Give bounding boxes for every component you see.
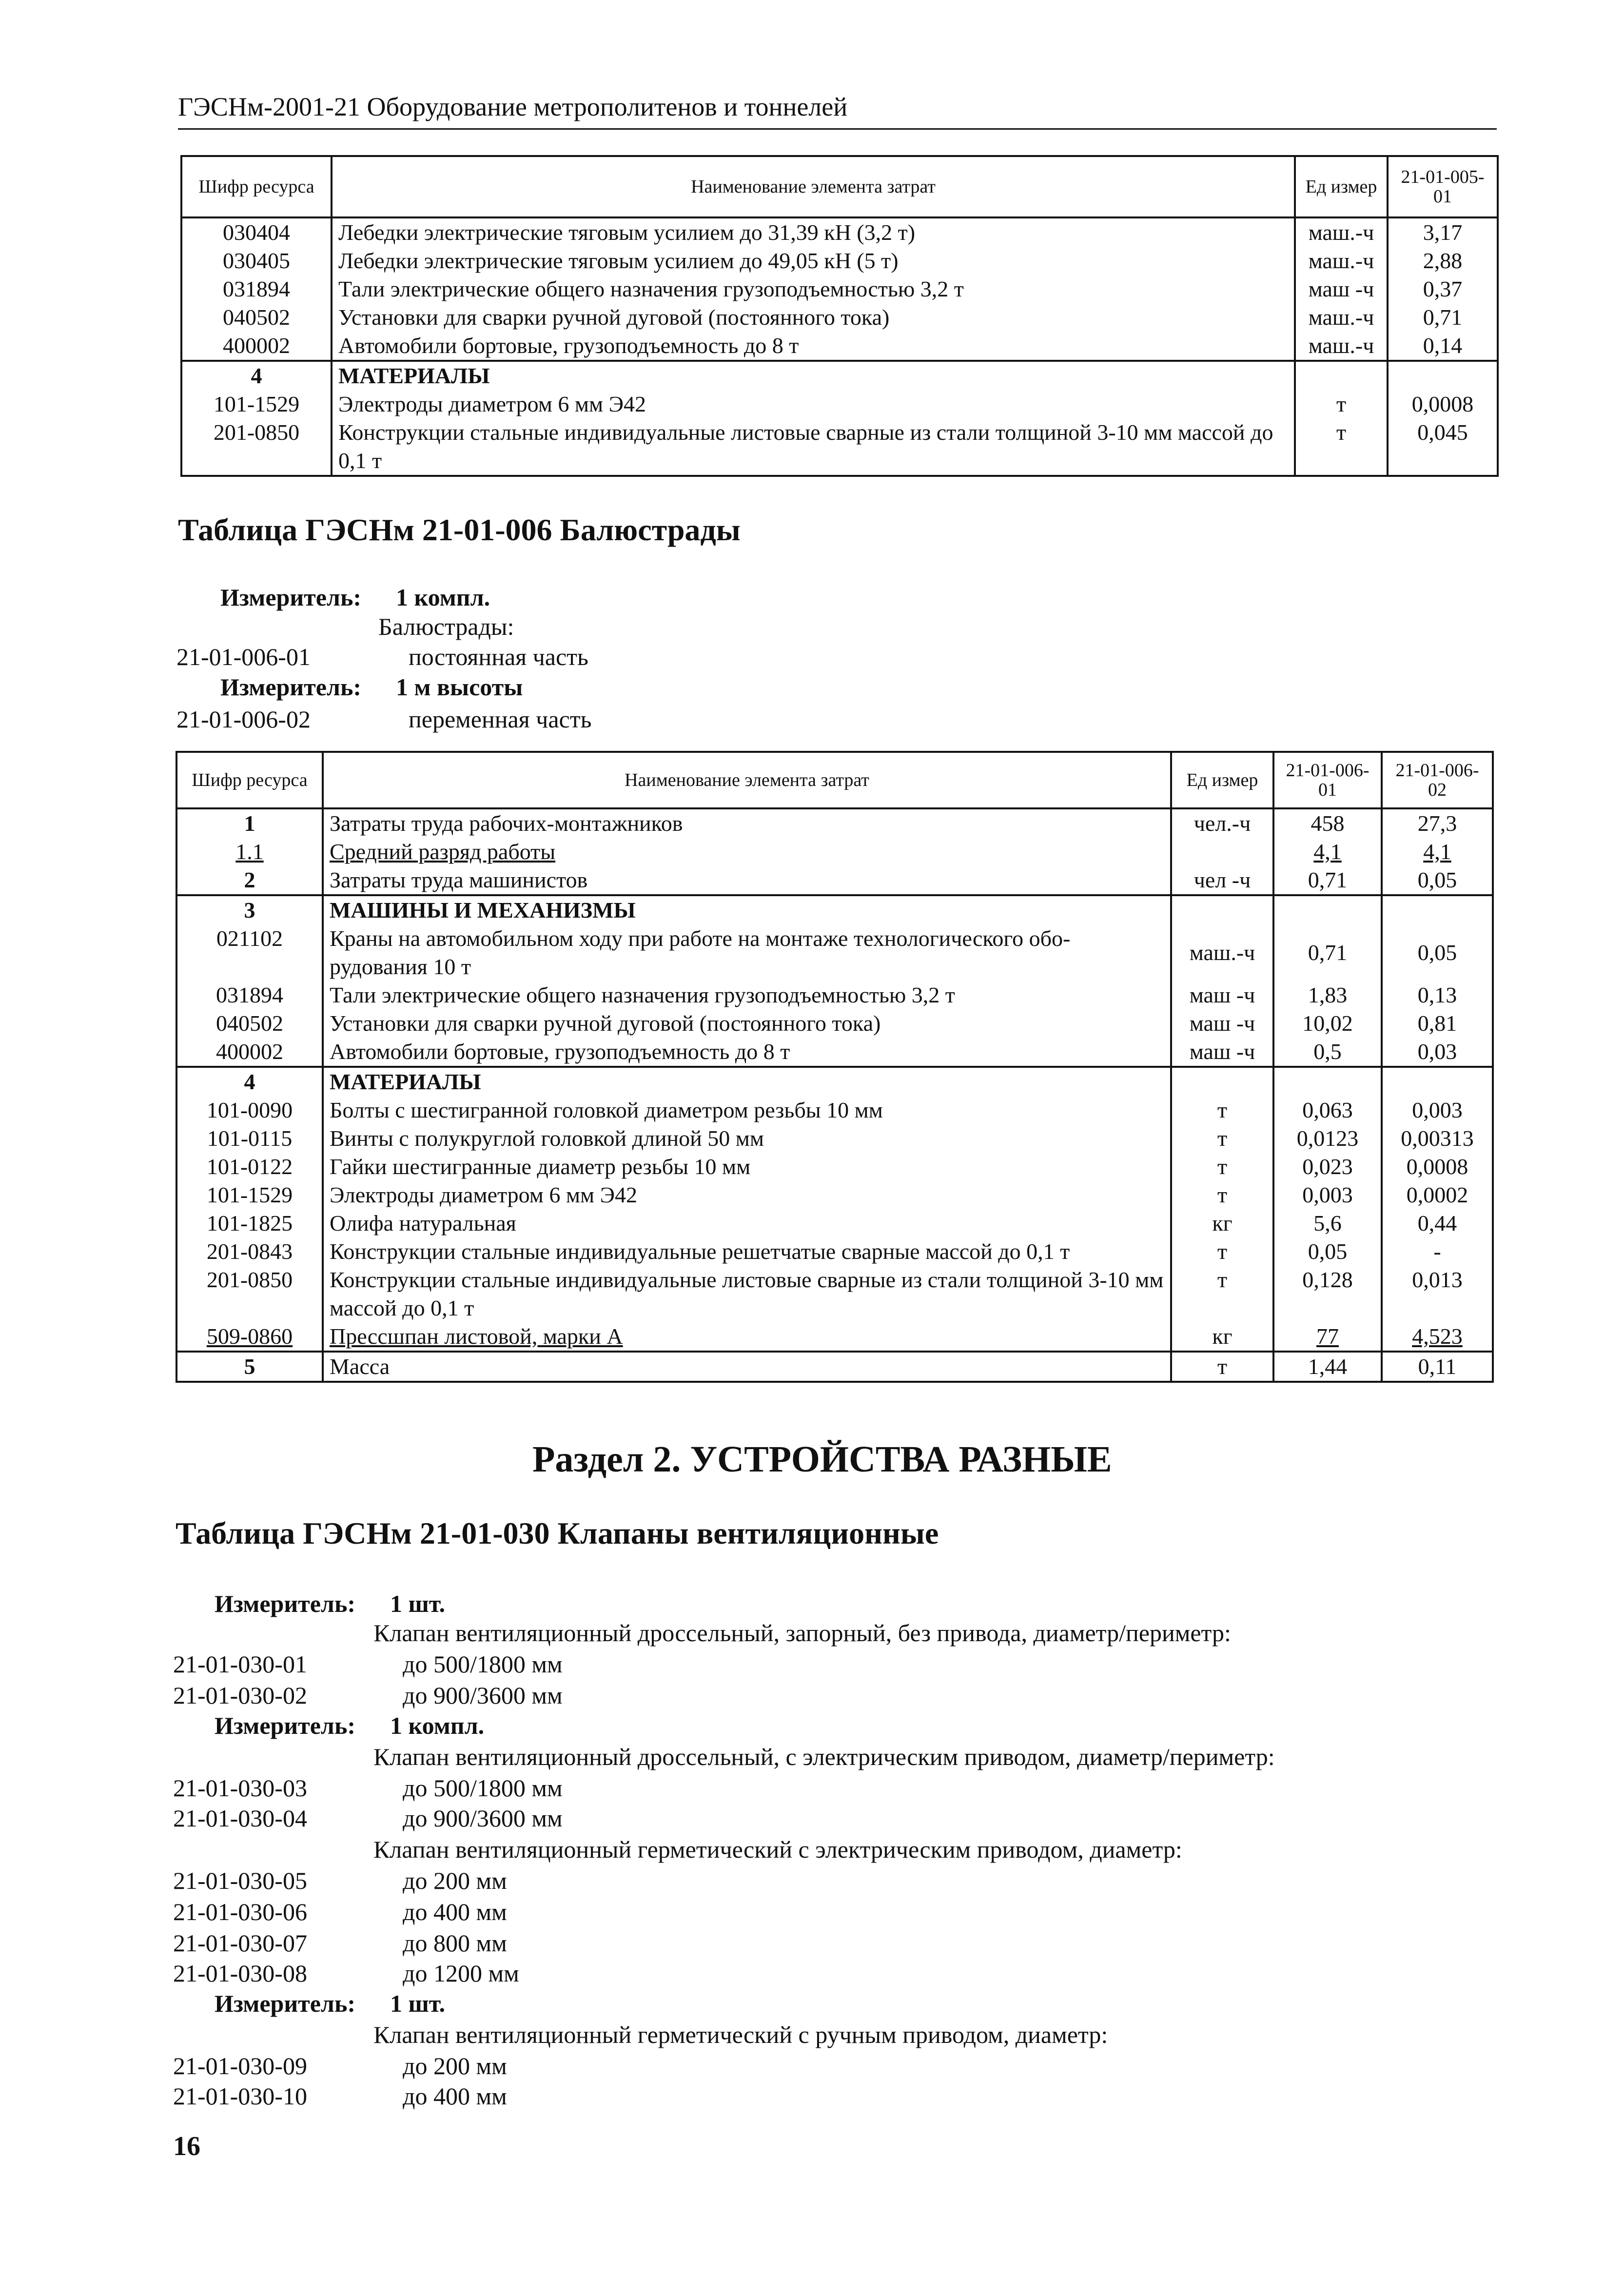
measure-value: 1 шт.	[390, 1590, 446, 1617]
cell-value-1: 0,023	[1273, 1153, 1382, 1181]
cell-code: 2	[176, 866, 323, 895]
table-row	[181, 275, 1498, 303]
cell-unit: т	[1295, 390, 1388, 418]
cell-value-2: 4,1	[1382, 838, 1493, 866]
cell-name: Конструкции стальные индивидуальные решетчатые сварные массой до 0,1 т	[323, 1237, 1171, 1266]
table-section-row	[176, 895, 1493, 924]
col-header-name: Наименование элемента затрат	[323, 752, 1171, 808]
col-header-norm-1: 21-01-006-01	[1273, 752, 1382, 808]
cell-value-2: 0,0002	[1382, 1181, 1493, 1209]
cell-value-1: 458	[1273, 808, 1382, 838]
cell-value-1	[1273, 895, 1382, 924]
item-text: до 500/1800 мм	[403, 1650, 563, 1678]
resource-table-21-01-006	[176, 751, 1494, 1383]
cell-name: Установки для сварки ручной дуговой (постоянного тока)	[332, 303, 1295, 332]
cell-value-2: 4,523	[1382, 1322, 1493, 1352]
item-code: 21-01-030-07	[173, 1929, 307, 1957]
table-row	[176, 1266, 1493, 1322]
item-code: 21-01-006-01	[176, 643, 311, 670]
cell-value: 2,88	[1388, 247, 1498, 275]
page-header-title: ГЭСНм-2001-21 Оборудование метрополитенов и тоннелей	[178, 92, 848, 121]
measure-value: 1 шт.	[390, 1990, 446, 2017]
table-row	[181, 303, 1498, 332]
item-text: до 400 мм	[403, 1898, 507, 1925]
cell-value-2	[1382, 895, 1493, 924]
cell-unit: т	[1171, 1124, 1273, 1153]
cell-unit: т	[1295, 418, 1388, 476]
cell-name: Лебедки электрические тяговым усилием до 31,39 кН (3,2 т)	[332, 217, 1295, 247]
cell-value-1: 77	[1273, 1322, 1382, 1352]
cell-value-2	[1382, 1067, 1493, 1096]
table-row	[176, 1009, 1493, 1038]
cell-value-1: 1,44	[1273, 1352, 1382, 1382]
cell-value-1: 0,71	[1273, 924, 1382, 981]
table-title-21-01-006: Таблица ГЭСНм 21-01-006 Балюстрады	[178, 512, 741, 547]
cell-code: 1	[176, 808, 323, 838]
cell-value-1: 0,063	[1273, 1096, 1382, 1124]
cell-code: 030405	[181, 247, 332, 275]
cell-value-2: 0,0008	[1382, 1153, 1493, 1181]
measure-label: Измеритель:	[215, 1590, 356, 1617]
table-row	[176, 1038, 1493, 1067]
item-text: переменная часть	[409, 706, 592, 733]
cell-code: 201-0843	[176, 1237, 323, 1266]
cell-value-1: 1,83	[1273, 981, 1382, 1009]
cell-unit: маш.-ч	[1295, 303, 1388, 332]
cell-value: 0,14	[1388, 332, 1498, 361]
cell-unit	[1171, 895, 1273, 924]
cell-name: Масса	[323, 1352, 1171, 1382]
cell-code: 101-1825	[176, 1209, 323, 1237]
section-title: Раздел 2. УСТРОЙСТВА РАЗНЫЕ	[532, 1439, 1112, 1480]
cell-value-2: 0,13	[1382, 981, 1493, 1009]
cell-value-1: 0,128	[1273, 1266, 1382, 1322]
cell-code: 040502	[181, 303, 332, 332]
table-row	[176, 1096, 1493, 1124]
table-row	[176, 866, 1493, 895]
cell-code: 101-0115	[176, 1124, 323, 1153]
cell-value-2: 0,05	[1382, 924, 1493, 981]
item-code: 21-01-030-09	[173, 2052, 307, 2080]
col-header-code: Шифр ресурса	[176, 752, 323, 808]
cell-code: 1.1	[176, 838, 323, 866]
col-header-unit: Ед измер	[1171, 752, 1273, 808]
cell-code: 201-0850	[176, 1266, 323, 1322]
cell-code: 400002	[176, 1038, 323, 1067]
cell-value: 0,045	[1388, 418, 1498, 476]
cell-unit: т	[1171, 1096, 1273, 1124]
cell-value-1	[1273, 1067, 1382, 1096]
table-row	[181, 390, 1498, 418]
table-row	[181, 247, 1498, 275]
group-label: Клапан вентиляционный дроссельный, с электрическим приводом, диаметр/периметр:	[373, 1743, 1275, 1770]
item-text: до 900/3600 мм	[403, 1805, 563, 1832]
cell-code: 5	[176, 1352, 323, 1382]
item-code: 21-01-030-04	[173, 1805, 307, 1832]
table-row	[176, 838, 1493, 866]
col-header-norm: 21-01-005-01	[1388, 156, 1498, 217]
cell-unit: кг	[1171, 1209, 1273, 1237]
cell-code: 509-0860	[176, 1322, 323, 1352]
table-row	[181, 217, 1498, 247]
cell-value-2: 0,11	[1382, 1352, 1493, 1382]
cell-unit: маш -ч	[1171, 1009, 1273, 1038]
cell-unit	[1171, 1067, 1273, 1096]
item-code: 21-01-030-02	[173, 1682, 307, 1709]
table-row	[176, 924, 1493, 981]
table-title-21-01-030: Таблица ГЭСНм 21-01-030 Клапаны вентиляционные	[176, 1516, 939, 1550]
measure-value: 1 компл.	[390, 1712, 485, 1739]
cell-name: Установки для сварки ручной дуговой (постоянного тока)	[323, 1009, 1171, 1038]
group-label: Балюстрады:	[378, 613, 514, 640]
cell-name: Болты с шестигранной головкой диаметром резьбы 10 мм	[323, 1096, 1171, 1124]
cell-value-1: 4,1	[1273, 838, 1382, 866]
cell-value-2: 27,3	[1382, 808, 1493, 838]
cell-unit: маш -ч	[1171, 1038, 1273, 1067]
cell-value: 3,17	[1388, 217, 1498, 247]
cell-name: Средний разряд работы	[323, 838, 1171, 866]
cell-name: Тали электрические общего назначения грузоподъемностью 3,2 т	[332, 275, 1295, 303]
cell-unit: маш -ч	[1295, 275, 1388, 303]
cell-unit: маш.-ч	[1295, 217, 1388, 247]
table-row	[176, 1124, 1493, 1153]
cell-value-1: 10,02	[1273, 1009, 1382, 1038]
group-label: Клапан вентиляционный герметический с ручным приводом, диаметр:	[373, 2021, 1108, 2048]
cell-code: 031894	[176, 981, 323, 1009]
table-section-row	[181, 361, 1498, 390]
header-divider	[178, 128, 1497, 130]
table-header-row	[181, 156, 1498, 217]
measure-label: Измеритель:	[215, 1990, 356, 2017]
cell-value-2: 0,44	[1382, 1209, 1493, 1237]
cell-value-2: 0,013	[1382, 1266, 1493, 1322]
cell-value: 0,0008	[1388, 390, 1498, 418]
cell-name: Гайки шестигранные диаметр резьбы 10 мм	[323, 1153, 1171, 1181]
item-text: до 200 мм	[403, 1867, 507, 1894]
cell-unit	[1295, 361, 1388, 390]
cell-unit: маш.-ч	[1295, 247, 1388, 275]
measure-label: Измеритель:	[220, 584, 362, 611]
cell-code: 201-0850	[181, 418, 332, 476]
table-row	[176, 1181, 1493, 1209]
cell-code: 040502	[176, 1009, 323, 1038]
cell-value-1: 5,6	[1273, 1209, 1382, 1237]
item-text: до 200 мм	[403, 2052, 507, 2080]
cell-value	[1388, 361, 1498, 390]
group-label: Клапан вентиляционный герметический с электрическим приводом, диаметр:	[373, 1836, 1182, 1863]
cell-code: 101-1529	[181, 390, 332, 418]
table-row	[176, 1153, 1493, 1181]
cell-name: Электроды диаметром 6 мм Э42	[323, 1181, 1171, 1209]
measure-value: 1 м высоты	[396, 673, 523, 701]
cell-code: 101-0090	[176, 1096, 323, 1124]
item-code: 21-01-030-05	[173, 1867, 307, 1894]
cell-value-2: 0,00313	[1382, 1124, 1493, 1153]
cell-name: Электроды диаметром 6 мм Э42	[332, 390, 1295, 418]
cell-name: Тали электрические общего назначения грузоподъемностью 3,2 т	[323, 981, 1171, 1009]
item-code: 21-01-030-01	[173, 1650, 307, 1678]
cell-unit: т	[1171, 1153, 1273, 1181]
table-section-row	[176, 1067, 1493, 1096]
item-text: до 900/3600 мм	[403, 1682, 563, 1709]
cell-unit: т	[1171, 1352, 1273, 1382]
table-row	[176, 1209, 1493, 1237]
table-row	[176, 1322, 1493, 1352]
cell-value: 0,37	[1388, 275, 1498, 303]
table-header-row	[176, 752, 1493, 808]
item-code: 21-01-030-08	[173, 1960, 307, 1987]
cell-name: Затраты труда рабочих-монтажников	[323, 808, 1171, 838]
cell-value-2: 0,05	[1382, 866, 1493, 895]
cell-value-1: 0,003	[1273, 1181, 1382, 1209]
cell-name: Прессшпан листовой, марки А	[323, 1322, 1171, 1352]
page-number: 16	[173, 2131, 200, 2161]
cell-section-title: МАТЕРИАЛЫ	[332, 361, 1295, 390]
cell-name: Конструкции стальные индивидуальные листовые сварные из стали толщиной 3-10 мм массой до 0,1 т	[323, 1266, 1171, 1322]
cell-value-1: 0,05	[1273, 1237, 1382, 1266]
cell-section-title: МАТЕРИАЛЫ	[323, 1067, 1171, 1096]
col-header-norm-2: 21-01-006-02	[1382, 752, 1493, 808]
cell-unit: чел -ч	[1171, 866, 1273, 895]
resource-table-21-01-005	[180, 155, 1499, 477]
cell-unit: т	[1171, 1266, 1273, 1322]
cell-unit: т	[1171, 1237, 1273, 1266]
cell-name: Автомобили бортовые, грузоподъемность до 8 т	[323, 1038, 1171, 1067]
cell-value-2: 0,003	[1382, 1096, 1493, 1124]
item-text: до 800 мм	[403, 1929, 507, 1957]
cell-code: 4	[176, 1067, 323, 1096]
cell-name: Олифа натуральная	[323, 1209, 1171, 1237]
cell-code: 4	[181, 361, 332, 390]
cell-name: Винты с полукруглой головкой длиной 50 мм	[323, 1124, 1171, 1153]
cell-name: Автомобили бортовые, грузоподъемность до 8 т	[332, 332, 1295, 361]
item-text: до 400 мм	[403, 2082, 507, 2110]
cell-unit	[1171, 838, 1273, 866]
table-row	[181, 332, 1498, 361]
cell-value-2: 0,03	[1382, 1038, 1493, 1067]
cell-name: Конструкции стальные индивидуальные листовые сварные из стали толщиной 3-10 мм массой до 0,1 т	[332, 418, 1295, 476]
item-code: 21-01-030-10	[173, 2082, 307, 2110]
measure-value: 1 компл.	[396, 584, 490, 611]
cell-value-1: 0,5	[1273, 1038, 1382, 1067]
cell-unit: маш -ч	[1171, 981, 1273, 1009]
item-code: 21-01-030-06	[173, 1898, 307, 1925]
measure-label: Измеритель:	[220, 673, 362, 701]
cell-name: Лебедки электрические тяговым усилием до 49,05 кН (5 т)	[332, 247, 1295, 275]
table-row	[176, 1352, 1493, 1382]
item-code: 21-01-006-02	[176, 706, 311, 733]
col-header-name: Наименование элемента затрат	[332, 156, 1295, 217]
cell-unit: т	[1171, 1181, 1273, 1209]
group-label: Клапан вентиляционный дроссельный, запорный, без привода, диаметр/периметр:	[373, 1619, 1231, 1647]
cell-name: Краны на автомобильном ходу при работе на монтаже технологического обо-рудования 10 т	[323, 924, 1171, 981]
cell-section-title: МАШИНЫ И МЕХАНИЗМЫ	[323, 895, 1171, 924]
cell-unit: маш.-ч	[1295, 332, 1388, 361]
item-text: постоянная часть	[409, 643, 588, 670]
col-header-code: Шифр ресурса	[181, 156, 332, 217]
table-row	[176, 1237, 1493, 1266]
table-row	[176, 808, 1493, 838]
cell-value: 0,71	[1388, 303, 1498, 332]
cell-code: 030404	[181, 217, 332, 247]
cell-unit: маш.-ч	[1171, 924, 1273, 981]
cell-code: 101-0122	[176, 1153, 323, 1181]
cell-unit: кг	[1171, 1322, 1273, 1352]
table-row	[176, 981, 1493, 1009]
item-text: до 500/1800 мм	[403, 1774, 563, 1802]
cell-code: 400002	[181, 332, 332, 361]
cell-value-1: 0,71	[1273, 866, 1382, 895]
cell-value-1: 0,0123	[1273, 1124, 1382, 1153]
cell-name: Затраты труда машинистов	[323, 866, 1171, 895]
cell-code: 031894	[181, 275, 332, 303]
cell-value-2: -	[1382, 1237, 1493, 1266]
table-row	[181, 418, 1498, 476]
cell-code: 021102	[176, 924, 323, 981]
cell-code: 101-1529	[176, 1181, 323, 1209]
cell-value-2: 0,81	[1382, 1009, 1493, 1038]
cell-unit: чел.-ч	[1171, 808, 1273, 838]
col-header-unit: Ед измер	[1295, 156, 1388, 217]
item-code: 21-01-030-03	[173, 1774, 307, 1802]
cell-code: 3	[176, 895, 323, 924]
item-text: до 1200 мм	[403, 1960, 519, 1987]
measure-label: Измеритель:	[215, 1712, 356, 1739]
